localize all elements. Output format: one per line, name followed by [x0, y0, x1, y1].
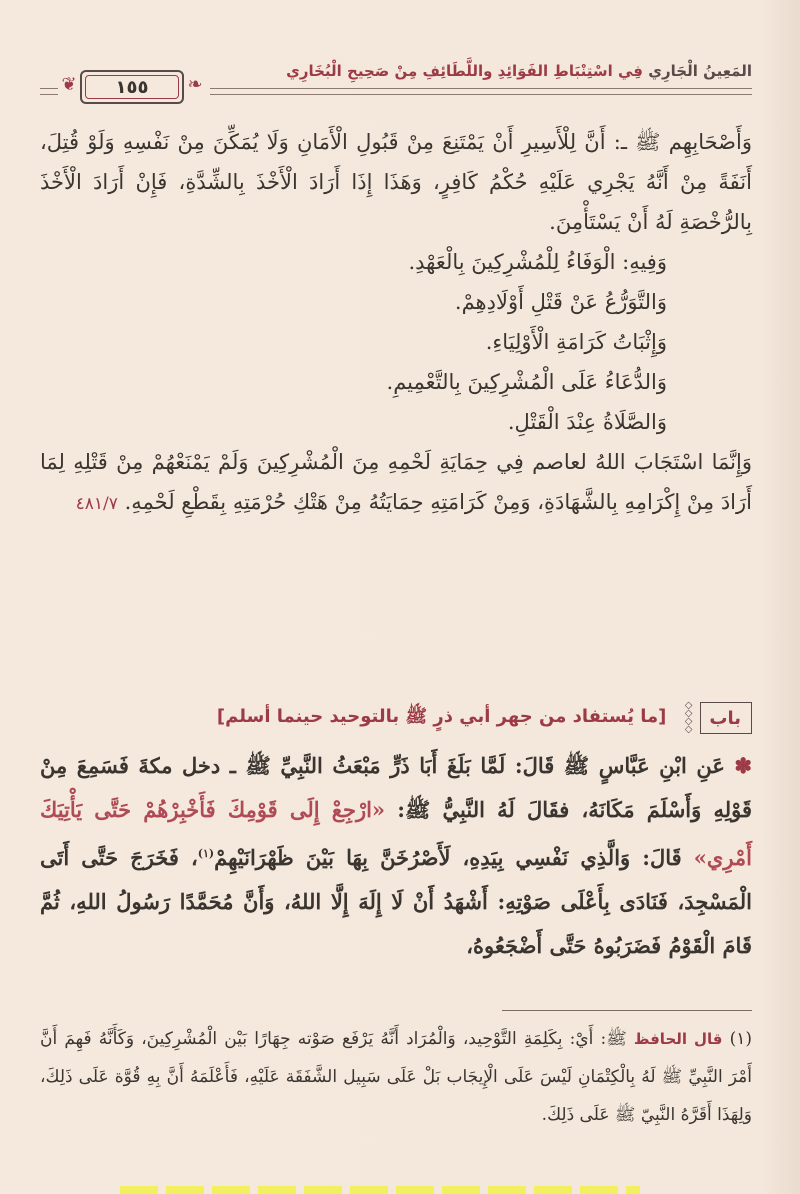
footnote-item: [40, 1020, 752, 1134]
highlight-strip: [120, 1186, 640, 1194]
main-text: [40, 122, 752, 524]
zigzag-ornament-icon: ◇ ◇ ◇ ◇: [684, 700, 691, 735]
benefit-item: وَالدُّعَاءُ عَلَى الْمُشْرِكِينَ بِالتَّعْمِيمِ.: [386, 370, 667, 394]
chapter-label-box: [700, 702, 752, 734]
closing-paragraph: [40, 442, 752, 524]
footnotes: [40, 1020, 752, 1134]
footnote-text: ﷺ: أَيْ: بِكَلِمَةِ التَّوْحِيد، وَالْمُرَاد أَنَّهُ يَرْفَع صَوْته جِهَارًا بَيْن الْمُشْرِكِينَ، وَكَأَنَّهُ فَهِمَ أَنَّ أَمْرَ النَّبِيِّ ﷺ لَهُ بِالْكِتْمَانِ لَيْسَ عَلَى الْإِيجَاب بَلْ عَلَى سَبِيل الشَّفَقَة عَلَيْهِ، فَأَعْلَمَهُ أَنَّ بِهِ قُوَّة عَلَى ذَلِكَ، وَلِهَذَا أَقَرَّهُ النَّبِيّ ﷺ عَلَى ذَلِكَ.: [40, 1029, 752, 1125]
hadith-paragraph: [40, 744, 752, 968]
footnote-divider: [502, 1010, 752, 1011]
book-title-part2: فِي اسْتِنْبَاطِ الفَوَائِدِ واللَّطَائِفِ مِنْ صَحِيحِ الْبُخَارِي: [286, 62, 644, 80]
benefit-item: وَفِيهِ: الْوَفَاءُ لِلْمُشْرِكِينَ بِالْعَهْدِ.: [408, 250, 667, 274]
floral-ornament-icon: ❧: [187, 74, 203, 95]
footnote-marker[interactable]: (١): [197, 847, 215, 860]
footnote-source-label: قال الحافظ: [633, 1030, 723, 1048]
benefit-item: وَالتَّوَرُّعُ عَنْ قَتْلِ أَوْلَادِهِمْ.: [454, 290, 667, 314]
page-header: [40, 60, 752, 110]
footnote-number: (١): [729, 1029, 753, 1049]
page-number: [80, 70, 184, 104]
page-number-value: ١٥٥: [115, 76, 149, 98]
chapter-title: [ما يُستفاد من جهر أبي ذرٍ ﷺ بالتوحيد حينما أسلم]: [216, 706, 667, 727]
benefit-item: وَإِثْبَاتُ كَرَامَةِ الْأَوْلِيَاءِ.: [485, 330, 667, 354]
running-title: [286, 62, 752, 80]
intro-paragraph: وَأَصْحَابِهِم ﷺ ـ: أَنَّ لِلْأَسِيرِ أَنْ يَمْتَنِعَ مِنْ قَبُولِ الْأَمَانِ وَلَا يُمَكِّنَ مِنْ نَفْسِهِ وَلَوْ قُتِلَ، أَنَفَةً مِنْ أَنَّهُ يَجْرِي عَلَيْهِ حُكْمُ كَافِرٍ، وَهَذَا إِذَا أَرَادَ الْأَخْذَ بِالشِّدَّةِ، فَإِنْ أَرَادَ الْأَخْذَ بِالرُّخْصَةِ لَهُ أَنْ يَسْتَأْمِنَ.: [40, 130, 752, 234]
star-icon: ✽: [734, 753, 753, 778]
header-rule: [210, 88, 752, 95]
prophet-quote: «ارْجِعْ إِلَى قَوْمِكَ فَأَخْبِرْهُمْ حَتَّى يَأْتِيَكَ أَمْرِي»: [40, 797, 752, 870]
closing-text: وَإِنَّمَا اسْتَجَابَ اللهُ لعاصم فِي حِمَايَةِ لَحْمِهِ مِنَ الْمُشْرِكِينَ وَلَمْ يَمْنَعْهُمْ مِنْ قَتْلِهِ لِمَا أَرَادَ مِنْ إِكْرَامِهِ بِالشَّهَادَةِ، وَمِنْ كَرَامَتِهِ حِمَايَتُهُ مِنْ هَتْكِ حُرْمَتِهِ بِقَطْعِ لَحْمِهِ.: [40, 450, 752, 514]
hadith-text: [40, 744, 752, 968]
volume-page-reference: ٤٨١/٧: [75, 494, 118, 514]
floral-ornament-icon: ❦: [61, 74, 77, 95]
benefit-item: وَالصَّلَاةُ عِنْدَ الْقَتْلِ.: [507, 410, 667, 434]
hadith-part2: قَالَ: وَالَّذِي نَفْسِي بِيَدِهِ، لَأَصْرُخَنَّ بِهَا بَيْنَ ظَهْرَانَيْهِمْ: [214, 845, 694, 870]
hadith-part1: عَنِ ابْنِ عَبَّاسٍ ﷺ قَالَ: لَمَّا بَلَغَ أَبَا ذَرٍّ مَبْعَثُ النَّبِيِّ ﷺ ـ دخل مكةَ فَسَمِعَ مِنْ قَوْلِهِ وَأَسْلَمَ مَكَانَهُ، فقَالَ لَهُ النَّبِيُّ ﷺ:: [40, 753, 752, 822]
chapter-label: باب: [709, 707, 741, 729]
hadith-part3: ، فَخَرَجَ حَتَّى أَتَى الْمَسْجِدَ، فَنَادَى بِأَعْلَى صَوْتِهِ: أَشْهَدُ أَنْ لَا إِلَهَ إِلَّا اللهُ، وَأَنَّ مُحَمَّدًا رَسُولُ اللهِ، ثُمَّ قَامَ الْقَوْمُ فَضَرَبُوهُ حَتَّى أَضْجَعُوهُ،: [40, 845, 752, 958]
chapter-heading: [40, 700, 752, 736]
book-title-part1: المَعِينُ الْجَارِي: [648, 62, 752, 80]
header-rule-left: [40, 88, 58, 95]
